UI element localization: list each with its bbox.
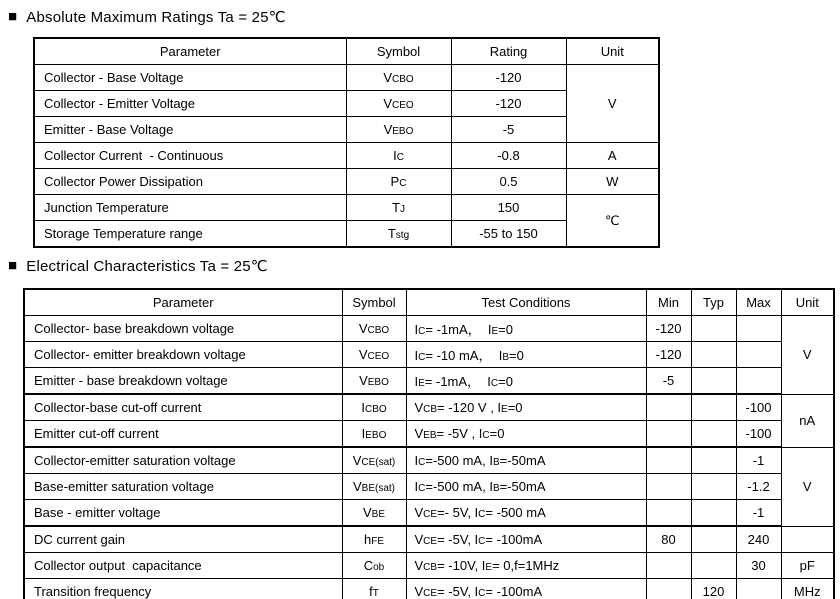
table-row: [24, 579, 834, 599]
column-header-rating: Rating: [451, 38, 566, 65]
section-title-electrical-characteristics: [8, 257, 268, 275]
typ-cell: [691, 526, 736, 553]
rating-cell: -0.8: [451, 143, 566, 169]
max-cell: [736, 368, 781, 395]
black-square-bullet-icon: ■: [8, 256, 18, 274]
test-conditions-cell: VCE= -5V, IC= -100mA: [406, 526, 646, 553]
symbol-cell: PC: [346, 169, 451, 195]
test-conditions-cell: IC= -1mA， IE=0: [406, 316, 646, 342]
param-cell: Emitter - base breakdown voltage: [24, 368, 342, 395]
absolute-maximum-ratings-table: [33, 37, 660, 248]
table-header-row: [34, 38, 659, 65]
min-cell: -5: [646, 368, 691, 395]
test-conditions-cell: VCB= -10V, IE= 0,f=1MHz: [406, 553, 646, 579]
rating-cell: -5: [451, 117, 566, 143]
symbol-cell: TJ: [346, 195, 451, 221]
unit-cell: nA: [781, 394, 834, 447]
symbol-cell: VCEO: [346, 91, 451, 117]
max-cell: -100: [736, 421, 781, 448]
min-cell: -120: [646, 342, 691, 368]
param-cell: Collector- base breakdown voltage: [24, 316, 342, 342]
param-cell: Collector Current - Continuous: [34, 143, 346, 169]
param-cell: Emitter - Base Voltage: [34, 117, 346, 143]
symbol-cell: IEBO: [342, 421, 406, 448]
param-cell: Collector- emitter breakdown voltage: [24, 342, 342, 368]
max-cell: -1: [736, 447, 781, 474]
unit-cell: [781, 526, 834, 553]
column-header-unit: Unit: [781, 289, 834, 316]
min-cell: 80: [646, 526, 691, 553]
column-header-test-conditions: Test Conditions: [406, 289, 646, 316]
table-row: [34, 221, 659, 248]
param-cell: Base - emitter voltage: [24, 500, 342, 527]
test-conditions-cell: IC=-500 mA, IB=-50mA: [406, 474, 646, 500]
table-row: [34, 117, 659, 143]
black-square-bullet-icon: ■: [8, 7, 18, 25]
param-cell: Collector output capacitance: [24, 553, 342, 579]
min-cell: [646, 579, 691, 599]
rating-cell: -55 to 150: [451, 221, 566, 248]
table-row: [24, 500, 834, 527]
param-cell: Emitter cut-off current: [24, 421, 342, 448]
symbol-cell: fT: [342, 579, 406, 599]
unit-cell: W: [566, 169, 659, 195]
symbol-cell: VEBO: [346, 117, 451, 143]
column-header-parameter: Parameter: [24, 289, 342, 316]
param-cell: Transition frequency: [24, 579, 342, 599]
unit-cell: V: [566, 65, 659, 143]
param-cell: Collector - Emitter Voltage: [34, 91, 346, 117]
symbol-cell: Cob: [342, 553, 406, 579]
max-cell: 30: [736, 553, 781, 579]
symbol-cell: VEBO: [342, 368, 406, 395]
table-row: [34, 91, 659, 117]
table-row: [24, 421, 834, 448]
typ-cell: [691, 421, 736, 448]
section-title-absolute-maximum-ratings: [8, 8, 286, 26]
typ-cell: [691, 394, 736, 421]
rating-cell: 0.5: [451, 169, 566, 195]
table-row: [34, 169, 659, 195]
symbol-cell: VCBO: [342, 316, 406, 342]
min-cell: [646, 474, 691, 500]
param-cell: Collector-emitter saturation voltage: [24, 447, 342, 474]
unit-cell: pF: [781, 553, 834, 579]
max-cell: -1.2: [736, 474, 781, 500]
min-cell: [646, 447, 691, 474]
typ-cell: [691, 316, 736, 342]
table-row: [34, 195, 659, 221]
table-row: [24, 447, 834, 474]
column-header-parameter: Parameter: [34, 38, 346, 65]
symbol-cell: VCBO: [346, 65, 451, 91]
unit-cell: V: [781, 316, 834, 395]
symbol-cell: ICBO: [342, 394, 406, 421]
param-cell: DC current gain: [24, 526, 342, 553]
typ-cell: [691, 500, 736, 527]
unit-cell: A: [566, 143, 659, 169]
table-row: [34, 65, 659, 91]
test-conditions-cell: IE= -1mA， IC=0: [406, 368, 646, 395]
test-conditions-cell: VCE=- 5V, IC= -500 mA: [406, 500, 646, 527]
min-cell: -120: [646, 316, 691, 342]
unit-cell: MHz: [781, 579, 834, 599]
max-cell: [736, 342, 781, 368]
param-cell: Collector Power Dissipation: [34, 169, 346, 195]
unit-cell: V: [781, 447, 834, 526]
column-header-symbol: Symbol: [346, 38, 451, 65]
typ-cell: [691, 447, 736, 474]
symbol-cell: IC: [346, 143, 451, 169]
min-cell: [646, 500, 691, 527]
typ-cell: 120: [691, 579, 736, 599]
symbol-cell: hFE: [342, 526, 406, 553]
symbol-cell: VCEO: [342, 342, 406, 368]
section-title-text: Absolute Maximum Ratings Ta = 25℃: [26, 9, 286, 26]
min-cell: [646, 553, 691, 579]
table-row: [24, 368, 834, 395]
min-cell: [646, 421, 691, 448]
symbol-cell: Tstg: [346, 221, 451, 248]
unit-cell: ℃: [566, 195, 659, 248]
test-conditions-cell: IC=-500 mA, IB=-50mA: [406, 447, 646, 474]
electrical-characteristics-table: [23, 288, 835, 599]
typ-cell: [691, 474, 736, 500]
param-cell: Collector - Base Voltage: [34, 65, 346, 91]
column-header-min: Min: [646, 289, 691, 316]
typ-cell: [691, 368, 736, 395]
min-cell: [646, 394, 691, 421]
symbol-cell: VCE(sat): [342, 447, 406, 474]
param-cell: Base-emitter saturation voltage: [24, 474, 342, 500]
section-title-text: Electrical Characteristics Ta = 25℃: [26, 258, 268, 275]
param-cell: Junction Temperature: [34, 195, 346, 221]
column-header-typ: Typ: [691, 289, 736, 316]
table-row: [24, 474, 834, 500]
column-header-symbol: Symbol: [342, 289, 406, 316]
max-cell: [736, 579, 781, 599]
symbol-cell: VBE: [342, 500, 406, 527]
table-header-row: [24, 289, 834, 316]
param-cell: Storage Temperature range: [34, 221, 346, 248]
column-header-unit: Unit: [566, 38, 659, 65]
max-cell: -100: [736, 394, 781, 421]
max-cell: 240: [736, 526, 781, 553]
table-row: [24, 394, 834, 421]
max-cell: [736, 316, 781, 342]
test-conditions-cell: VCB= -120 V , IE=0: [406, 394, 646, 421]
table-row: [24, 316, 834, 342]
column-header-max: Max: [736, 289, 781, 316]
test-conditions-cell: IC= -10 mA， IB=0: [406, 342, 646, 368]
param-cell: Collector-base cut-off current: [24, 394, 342, 421]
rating-cell: -120: [451, 91, 566, 117]
test-conditions-cell: VEB= -5V , IC=0: [406, 421, 646, 448]
test-conditions-cell: VCE= -5V, IC= -100mA: [406, 579, 646, 599]
rating-cell: 150: [451, 195, 566, 221]
rating-cell: -120: [451, 65, 566, 91]
table-row: [24, 342, 834, 368]
table-row: [34, 143, 659, 169]
typ-cell: [691, 342, 736, 368]
table-row: [24, 553, 834, 579]
typ-cell: [691, 553, 736, 579]
symbol-cell: VBE(sat): [342, 474, 406, 500]
table-row: [24, 526, 834, 553]
max-cell: -1: [736, 500, 781, 527]
